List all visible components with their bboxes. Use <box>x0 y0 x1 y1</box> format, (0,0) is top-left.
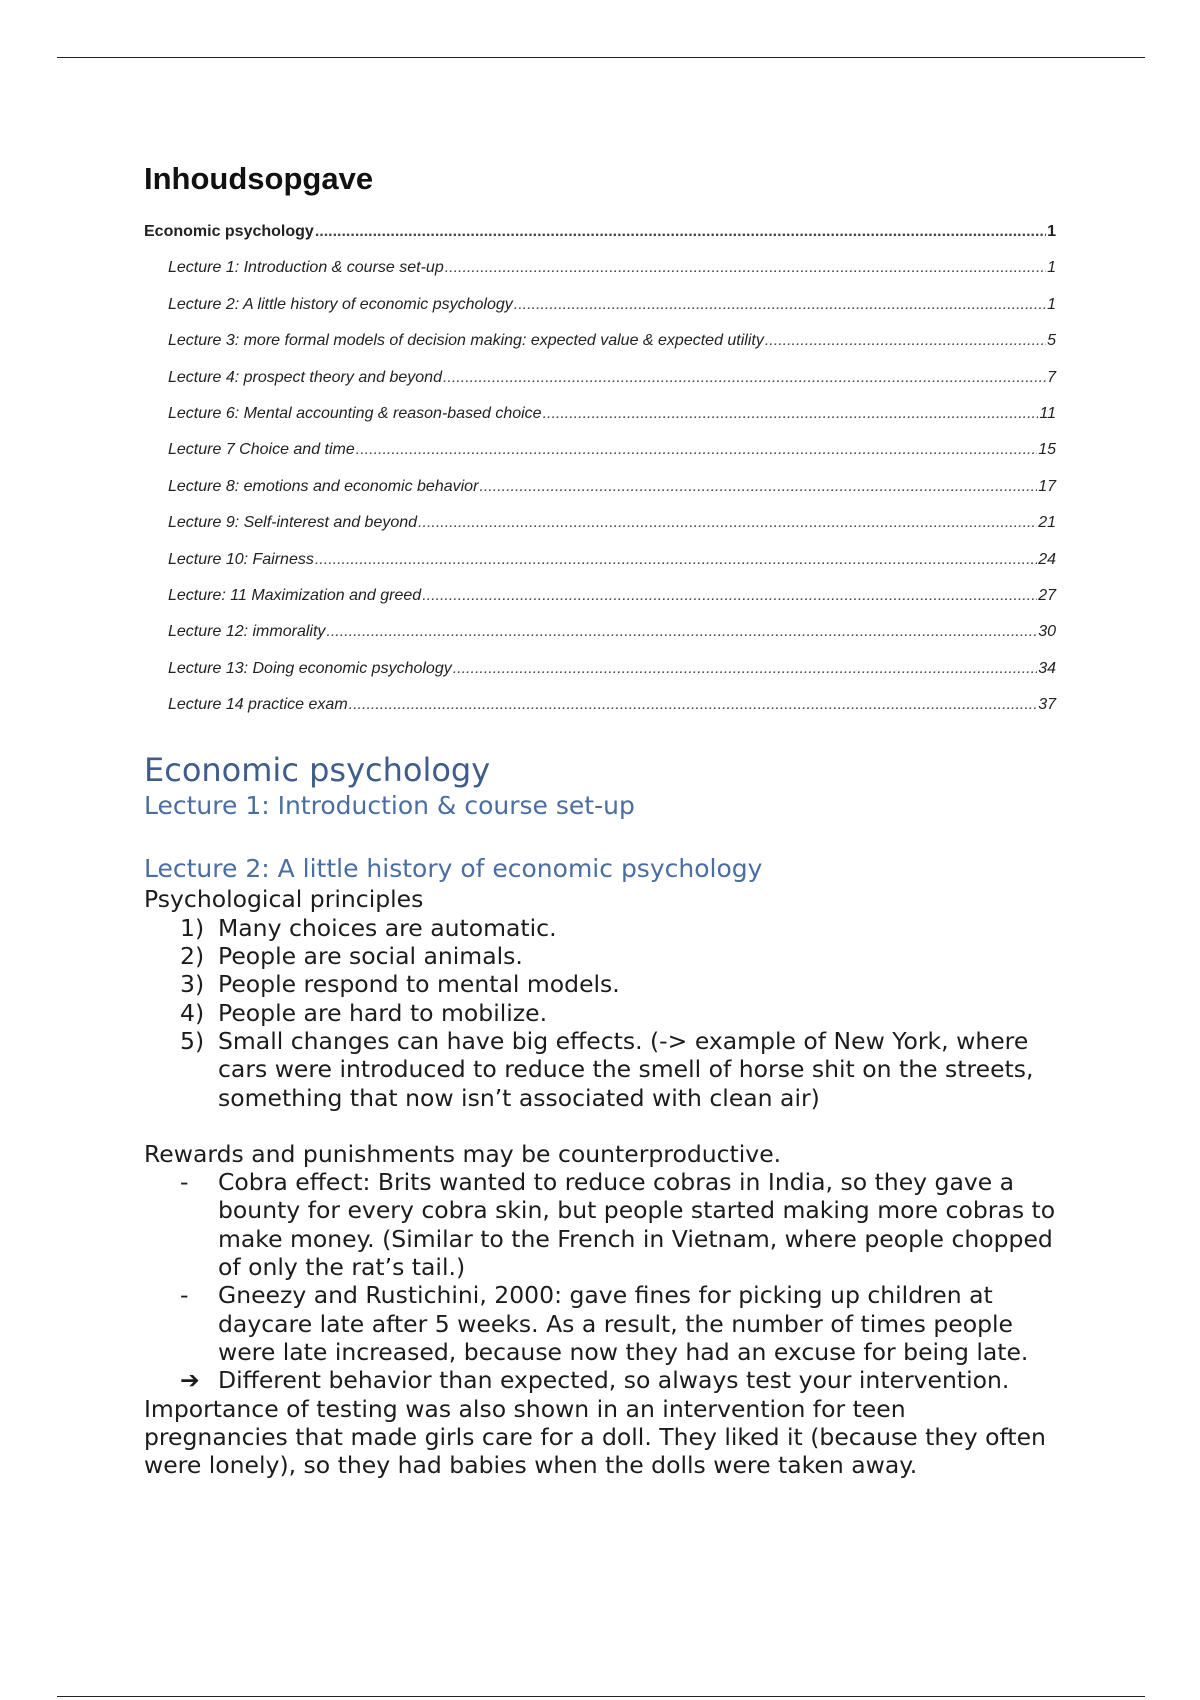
list-item <box>144 914 1056 942</box>
toc-entry-label: Lecture 4: prospect theory and beyond <box>168 368 442 386</box>
footer-rule <box>57 1696 1145 1697</box>
toc-entry-label: Lecture 8: emotions and economic behavior <box>168 477 479 495</box>
list-text: Cobra effect: Brits wanted to reduce cobras in India, so they gave a bounty for every cobra skin, but people started making more cobras to make money. (Similar to the French in Vietnam, where people chopped of only the rat’s tail.) <box>218 1168 1056 1282</box>
toc-entry-page: 15 <box>1038 441 1056 459</box>
table-of-contents <box>144 222 1056 731</box>
heading-economic-psychology: Economic psychology <box>144 751 491 790</box>
toc-entry[interactable] <box>144 695 1056 731</box>
list-item <box>144 1281 1056 1366</box>
toc-entry-page: 1 <box>1047 295 1056 313</box>
toc-entry-label: Lecture 13: Doing economic psychology <box>168 659 452 677</box>
lecture-2-body <box>144 885 1056 1479</box>
list-item <box>144 942 1056 970</box>
toc-entry-label: Lecture 3: more formal models of decision making: expected value & expected utility <box>168 332 764 350</box>
principles-title: Psychological principles <box>144 885 424 914</box>
list-text: Many choices are automatic. <box>218 913 557 942</box>
conclusion-text: Different behavior than expected, so always test your intervention. <box>218 1366 1010 1395</box>
list-item <box>144 1168 1056 1281</box>
list-text: Gneezy and Rustichini, 2000: gave fines for picking up children at daycare late after 5 weeks. As a result, the number of times people were late increased, because now they had an excuse for being late. <box>218 1281 1029 1366</box>
toc-entry-page: 1 <box>1047 259 1056 277</box>
heading-lecture-2: Lecture 2: A little history of economic psychology <box>144 854 763 884</box>
toc-leader <box>422 586 1037 606</box>
dash-marker: - <box>180 1281 189 1310</box>
toc-leader <box>349 695 1038 715</box>
toc-leader <box>479 477 1037 497</box>
toc-leader <box>315 222 1046 242</box>
toc-entry-label: Lecture 2: A little history of economic psychology <box>168 295 513 313</box>
toc-entry-page: 11 <box>1039 404 1056 422</box>
paragraph-spacer <box>144 1112 1056 1140</box>
list-marker: 4) <box>180 998 205 1027</box>
toc-entry-page: 7 <box>1047 368 1056 386</box>
toc-entry-page: 24 <box>1038 550 1056 568</box>
toc-leader <box>356 440 1037 460</box>
toc-entry[interactable] <box>144 222 1056 258</box>
list-item <box>144 970 1056 998</box>
principles-list <box>144 914 1056 1112</box>
dash-marker: - <box>180 1168 189 1197</box>
rewards-list <box>144 1168 1056 1366</box>
toc-entry-label: Lecture 6: Mental accounting & reason-based choice <box>168 404 542 422</box>
list-text: People are social animals. <box>218 942 523 971</box>
list-item <box>144 999 1056 1027</box>
toc-entry-label: Lecture 9: Self-interest and beyond <box>168 514 418 532</box>
toc-entry-label: Lecture 7 Choice and time <box>168 441 355 459</box>
toc-entry-label: Lecture 12: immorality <box>168 623 326 641</box>
toc-leader <box>543 404 1039 424</box>
list-marker: 5) <box>180 1026 205 1055</box>
toc-entry[interactable] <box>144 659 1056 695</box>
toc-entry-page: 34 <box>1038 659 1056 677</box>
list-marker: 2) <box>180 942 205 971</box>
toc-entry-page: 37 <box>1038 696 1056 714</box>
toc-entry-label: Lecture: 11 Maximization and greed <box>168 586 422 604</box>
toc-entry-label: Economic psychology <box>144 223 314 240</box>
toc-entry[interactable] <box>144 550 1056 586</box>
toc-entry-page: 17 <box>1038 477 1056 495</box>
toc-leader <box>514 295 1046 315</box>
toc-leader <box>326 622 1037 642</box>
toc-entry[interactable] <box>144 586 1056 622</box>
toc-entry[interactable] <box>144 404 1056 440</box>
header-rule <box>57 57 1145 58</box>
toc-entry-label: Lecture 1: Introduction & course set-up <box>168 259 444 277</box>
toc-entry-page: 1 <box>1047 223 1056 240</box>
toc-entry[interactable] <box>144 440 1056 476</box>
toc-leader <box>418 513 1037 533</box>
toc-entry[interactable] <box>144 331 1056 367</box>
toc-leader <box>443 368 1046 388</box>
list-text: Small changes can have big effects. (-> example of New York, where cars were introduced to reduce the smell of horse shit on the streets, something that now isn’t associated with clean air) <box>218 1026 1034 1112</box>
toc-entry[interactable] <box>144 513 1056 549</box>
arrow-icon: ➔ <box>180 1366 200 1395</box>
toc-entry-label: Lecture 14 practice exam <box>168 696 348 714</box>
toc-entry-page: 21 <box>1038 514 1056 532</box>
toc-leader <box>453 659 1037 679</box>
heading-lecture-1: Lecture 1: Introduction & course set-up <box>144 791 635 821</box>
list-item <box>144 1027 1056 1112</box>
toc-entry[interactable] <box>144 295 1056 331</box>
toc-entry-page: 5 <box>1047 332 1056 350</box>
closing-paragraph: Importance of testing was also shown in an intervention for teen pregnancies that made girls care for a doll. They liked it (because they often were lonely), so they had babies when the dolls were taken away. <box>144 1394 1046 1480</box>
toc-entry-page: 30 <box>1038 623 1056 641</box>
list-marker: 3) <box>180 970 205 999</box>
toc-entry-label: Lecture 10: Fairness <box>168 550 314 568</box>
toc-title: Inhoudsopgave <box>144 161 374 196</box>
list-text: People respond to mental models. <box>218 970 620 999</box>
list-marker: 1) <box>180 913 205 942</box>
toc-entry[interactable] <box>144 368 1056 404</box>
toc-leader <box>765 331 1046 351</box>
toc-entry-page: 27 <box>1038 586 1056 604</box>
toc-entry[interactable] <box>144 477 1056 513</box>
toc-entry[interactable] <box>144 622 1056 658</box>
toc-leader <box>315 550 1037 570</box>
toc-entry[interactable] <box>144 258 1056 294</box>
document-page <box>144 160 1056 1479</box>
list-text: People are hard to mobilize. <box>218 998 548 1027</box>
rewards-title: Rewards and punishments may be counterproductive. <box>144 1139 782 1168</box>
toc-leader <box>445 258 1046 278</box>
conclusion-line <box>144 1366 1056 1394</box>
